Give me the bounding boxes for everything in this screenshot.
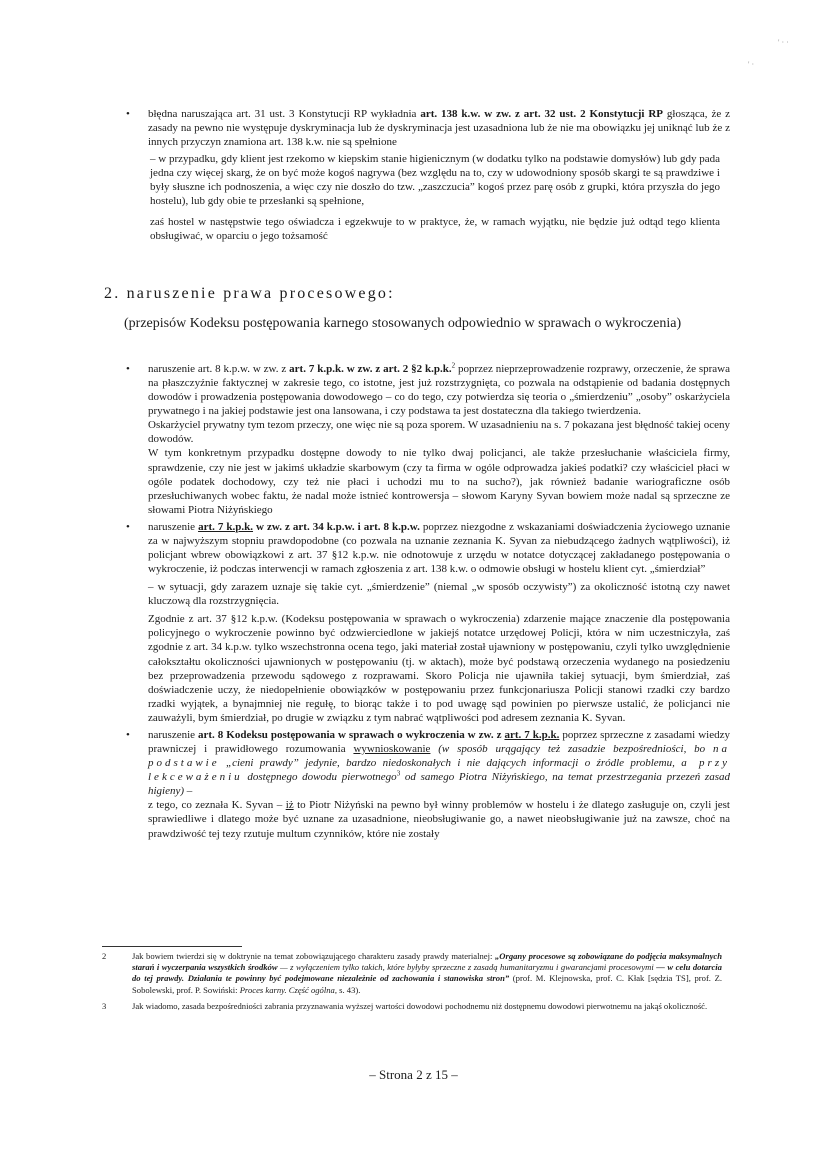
- footnote-ref: 3: [396, 769, 401, 778]
- footnote-ref: 2: [451, 361, 456, 370]
- paragraph: [148, 798, 730, 840]
- paragraph: Oskarżyciel prywatny tym tezom przeczy, one więc nie są poza sporem. W uzasadnieniu na s. 7 pokazana jest błędność takiej oceny dowodów.: [148, 419, 730, 446]
- text-span: dostępnego dowodu pierwotnego: [242, 771, 397, 784]
- text-span: art. 138 k.w. w zw. z art. 32 ust. 2 Konstytucji RP: [420, 108, 664, 120]
- text-span: art. 7 k.p.k.: [504, 728, 560, 741]
- bullet-icon: •: [126, 520, 130, 533]
- text-span: poprzez sprzeczne z zasadami wiedzy prawniczej i prawidłowego rozumowania: [148, 728, 730, 756]
- text-span: naruszenie: [148, 520, 199, 533]
- text-span: Jak wiadomo, zasada bezpośredniości zabrania przyznawania wyższej wartości dowodowi pochodnemu niż dostępnemu dowodowi pierwotnemu na jakąś okoliczność.: [132, 1000, 708, 1011]
- text-span: — z wyłączeniem tylko takich, które byłyby sprzeczne z zasadą humanitaryzmu i gwarancjami procesowymi: [277, 962, 657, 973]
- footnote: [102, 1001, 722, 1012]
- text-span: art. 8 Kodeksu postępowania w sprawach o wykroczenia w zw. z: [198, 728, 505, 741]
- bullet-icon: •: [126, 108, 130, 120]
- section1-block: [0, 107, 730, 243]
- text-span: Jak bowiem twierdzi się w doktrynie na temat zobowiązującego charakteru zasady prawdy materialnej:: [132, 951, 495, 961]
- text-span: — w celu dotarcia do tej prawdy. Działania te powinny być podejmowane niezależnie od zachowania i stanowiska stron”: [132, 962, 722, 984]
- bullet-list: [0, 362, 730, 841]
- footnote: [102, 951, 722, 996]
- paragraph: [148, 107, 730, 149]
- text-span: art. 7 k.p.k. w zw. z art. 2 §2 k.p.k.: [289, 363, 452, 375]
- text-span: to Piotr Niżyński na pewno był winny problemów w hostelu i że dlatego zasługuje on, czyli jest sprawiedliwe i dlatego może być uznane za uzasadnione, nieobsługiwanie go, a nawet nieobsługiwanie już na zawsze, choć na prawdziwość tej tezy rzutuje multum czynników, które nie zostały: [148, 799, 730, 840]
- text-span: w zw. z art. 34 k.p.w. i art. 8 k.p.w.: [253, 520, 420, 533]
- page-number: – Strona 2 z 15 –: [369, 1067, 458, 1082]
- paragraph: W tym konkretnym przypadku dostępne dowody to nie tylko dwaj policjanci, ale także przesłuchanie właściciela firmy, sprawdzenie, czy nie jest w jakimś układzie skarbowym (czy ta firma w ogóle odprowadza jakieś podatki? czy właściciel płaci w ogóle podatek dochodowy, czy też nie płaci i uchodzi mu to na sucho?), jak również badanie wariograficzne osób przesłuchiwanych wobec faktu, że nadal może istnieć kontrowersja – słowom Karyny Syvan bowiem może nadal są sprzeczne ze słowami Piotra Niżyńskiego: [148, 447, 730, 516]
- text-span: błędna naruszająca art. 31 ust. 3 Konstytucji RP wykładnia: [148, 108, 421, 120]
- footnotes: [102, 951, 722, 1017]
- text-span: iż: [285, 799, 294, 812]
- text-span: naruszenie art. 8 k.p.w. w zw. z: [148, 363, 290, 375]
- text-span: , s. 43).: [334, 984, 361, 995]
- text-span: art. 7 k.p.k.: [198, 520, 254, 533]
- paragraph: zaś hostel w następstwie tego oświadcza i egzekwuje to w praktyce, że, w ramach wyjątku, nie będzie już odtąd tego klienta obsługiwać, w oparciu o jego tożsamość: [150, 215, 720, 242]
- continuation: [150, 152, 720, 242]
- paragraph: – w sytuacji, gdy zarazem uznaje się takie cyt. „śmierdzenie” (niemal „w sposób oczywisty”) za okoliczność istotną czy nawet kluczową dla rozstrzygnięcia.: [148, 581, 730, 608]
- text-span: „Organy procesowe są zobowiązane do podjęcia maksymalnych starań i wyczerpania wszystkich środków: [132, 951, 723, 973]
- list-item: [126, 520, 730, 725]
- bullet-icon: •: [126, 728, 130, 741]
- text-span: poprzez nieprzeprowadzenie rozprawy, orzeczenie, że sprawa na płaszczyźnie faktycznej w zakresie tego, co istotne, jest już rozstrzygnięta, co pozwala na odstąpienie od badania dostępnych dowodów i prowadzenia postępowania dowodowego – co do tego, czy potwierdza się teoria o „śmierdzeniu” „osoby” oskarżyciela prywatnego i na jakiej podstawie jest ona lansowana, i czy podstawa ta jest dostateczna dla takiego twierdzenia.: [148, 363, 731, 418]
- scan-artifact: ' · ·: [778, 38, 789, 47]
- text-span: z tego, co zeznała K. Syvan –: [148, 799, 286, 812]
- list-item: [126, 107, 730, 149]
- text-span: naruszenie: [148, 728, 199, 741]
- bullet-icon: •: [126, 363, 130, 375]
- text-span: (prof. M. Klejnowska, prof. C. Kłak [sędzia TS], prof. Z. Sobolewski, prof. P. Sowiński:: [132, 973, 722, 995]
- section-heading: 2. naruszenie prawa procesowego:: [104, 285, 395, 302]
- text-span: głosząca, że z zasady na pewno nie występuje dyskryminacja lub że dyskryminacja jest uzasadniona lub że nie ma obowiązku jej uniknąć lub że z innych przyczyn znamiona art. 138 k.w. nie są spełnione: [148, 108, 730, 149]
- text-span: a przy lekceważeniu: [148, 757, 730, 784]
- text-span: Proces karny. Część ogólna: [239, 984, 335, 995]
- paragraph: Zgodnie z art. 37 §12 k.p.w. (Kodeksu postępowania w sprawach o wykroczenia) zdarzenie mające znaczenie dla postępowania policyjnego o wykroczenie powinno być odzwierciedlone w jakiejś notatce urzędowej Policji, która w nim uczestniczyła, zaś zgodnie z art. 34 k.p.w. tylko wszechstronna ocena tego, jaki materiał został ujawniony w postępowaniu, czyli tylko uwzględnienie całokształtu okoliczności ujawnionych w postępowaniu (tj. w aktach), może być podstawą orzeczenia wydanego na posiedzeniu bez przeprowadzenia przewodu sądowego z rozprawami. Skoro Policja nie ujawniła takiej sytuacji, bym śmierdział, zaś doświadczenie uczy, że niedopełnienie obowiązków w postępowaniu przez funkcjonariusza Policji stanowi rzadki czy bardzo rzadki wyjątek, a bynajmniej nie regułę, to biorąc także i to pod uwagę sąd powinien po pierwsze ustalić, że policjanci nie zauważyli, bym śmierdział, po drugie w związku z tym nabrać wątpliwości pod adresem zeznania K. Syvan.: [148, 613, 730, 724]
- paragraph: [148, 520, 730, 576]
- text-span: wywnioskowanie: [353, 743, 431, 756]
- scan-artifact: ' ·: [748, 60, 755, 69]
- text-span: poprzez niezgodne z wskazaniami doświadczenia życiowego uznanie za w najwyższym stopniu prawdopodobne (co pozwala na uznanie zeznania K. Syvan za niebudzącego żadnych wątpliwości), iż policjant wbrew obowiązkowi z art. 37 §12 k.p.w. nie odnotowuje z urzędu w notatce dotyczącej zakładanego postępowania o wykroczenie, iż podczas interwencji w ramach zgłoszenia z art. 138 k.w. o odmowie obsługi w hostelu klient cyt. „śmierdział”: [148, 520, 730, 576]
- paragraph: [148, 362, 730, 418]
- footnote-divider: [102, 946, 242, 947]
- text-span: (w sposób urągający też zasadzie bezpośredniości, bo: [430, 743, 713, 756]
- text-span: od samego Piotra Niżyńskiego, na temat przestrzegania przezeń zasad higieny) –: [148, 771, 730, 798]
- text-span: na podstawie: [148, 743, 730, 770]
- paragraph: [148, 728, 730, 798]
- footnote-number: 3: [102, 1000, 107, 1011]
- text-span: „cieni prawdy” jedynie, bardzo niedoskonałych i nie dających informacji o źródle problemu,: [219, 757, 682, 770]
- footnote-number: 2: [102, 951, 107, 961]
- paragraph: – w przypadku, gdy klient jest rzekomo w kiepskim stanie higienicznym (w dodatku tylko na podstawie domysłów) lub gdy pada jedna czy więcej skarg, że on być może kogoś nagrywa (bez względu na to, czy w udowodniony sposób skargi te są prawdziwe i były słuszne ich podnoszenia, a więc czy nie doszło do tzw. „zaszczucia” kogoś przez parę osób z grupki, która przyszła do jego hostelu), lub gdy obie te przesłanki są spełnione,: [150, 153, 720, 208]
- section-subheading: (przepisów Kodeksu postępowania karnego stosowanych odpowiednio w sprawach o wykroczenia): [124, 316, 682, 331]
- list-item: [126, 728, 730, 841]
- list-item: [126, 361, 731, 517]
